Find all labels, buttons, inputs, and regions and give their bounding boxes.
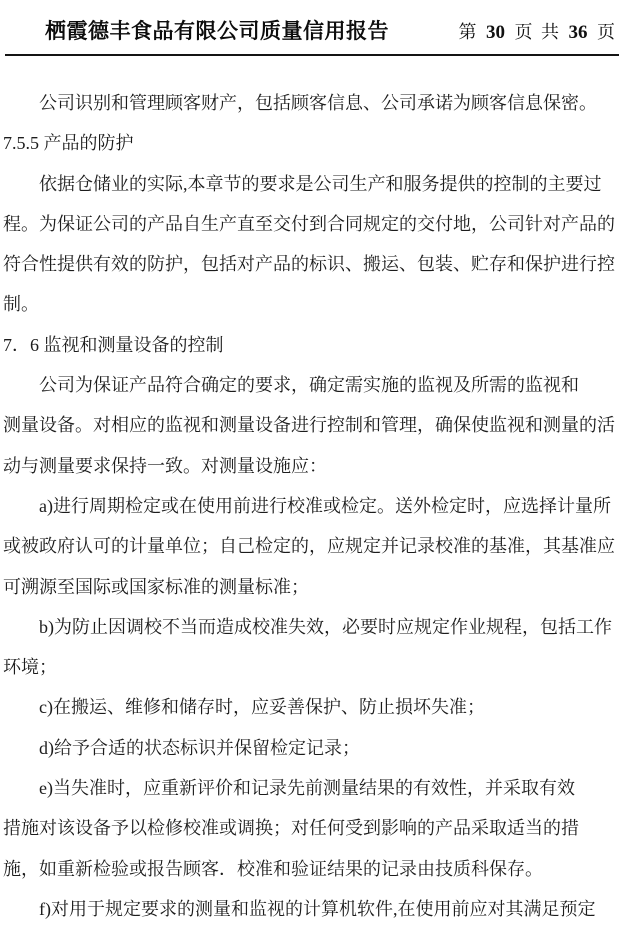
header-divider-line bbox=[5, 54, 619, 56]
page-info-suffix: 页 bbox=[597, 22, 615, 42]
document-text-line: 或被政府认可的计量单位；自己检定的，应规定并记录校准的基准，其基准应 bbox=[3, 536, 615, 557]
document-text-line: f)对用于规定要求的测量和监视的计算机软件,在使用前应对其满足预定 bbox=[39, 898, 596, 919]
current-page-number: 30 bbox=[486, 22, 505, 43]
document-text-line: 环境； bbox=[3, 657, 57, 678]
document-text-line: d)给予合适的状态标识并保留检定记录； bbox=[39, 737, 360, 758]
document-body bbox=[0, 83, 623, 929]
page-info-conjunction: 共 bbox=[541, 22, 559, 42]
total-page-number: 36 bbox=[568, 22, 588, 43]
document-text-line: 动与测量要求保持一致。对测量设施应： bbox=[3, 455, 327, 476]
document-text-line: 制。 bbox=[3, 294, 39, 315]
document-text-line: 符合性提供有效的防护，包括对产品的标识、搬运、包装、贮存和保护进行控 bbox=[3, 254, 615, 275]
page-number-info bbox=[457, 18, 618, 44]
document-text-line: c)在搬运、维修和储存时，应妥善保护、防止损坏失准； bbox=[39, 697, 485, 718]
document-text-line: 施，如重新检验或报告顾客．校准和验证结果的记录由技质科保存。 bbox=[3, 858, 543, 879]
document-text-line: 可溯源至国际或国家标准的测量标准； bbox=[3, 576, 309, 597]
document-text-line: 7．6 监视和测量设备的控制 bbox=[3, 334, 224, 355]
document-text-line: 测量设备。对相应的监视和测量设备进行控制和管理，确保使监视和测量的活 bbox=[3, 415, 615, 436]
page-info-prefix: 第 bbox=[458, 22, 477, 42]
document-text-line: 程。为保证公司的产品自生产直至交付到合同规定的交付地，公司针对产品的 bbox=[3, 213, 615, 234]
report-title: 栖霞德丰食品有限公司质量信用报告 bbox=[45, 20, 389, 43]
document-text-line: 公司为保证产品符合确定的要求，确定需实施的监视及所需的监视和 bbox=[39, 375, 579, 396]
document-text-line: 措施对该设备予以检修校准或调换；对任何受到影响的产品采取适当的措 bbox=[3, 818, 579, 839]
document-text-line: 7.5.5 产品的防护 bbox=[3, 133, 134, 154]
document-text-line: 依据仓储业的实际,本章节的要求是公司生产和服务提供的控制的主要过 bbox=[39, 173, 602, 194]
document-text-line: b)为防止因调校不当而造成校准失效，必要时应规定作业规程，包括工作 bbox=[39, 616, 612, 637]
page-info-unit: 页 bbox=[514, 22, 533, 42]
document-text-line: 公司识别和管理顾客财产，包括顾客信息、公司承诺为顾客信息保密。 bbox=[39, 93, 597, 113]
page-header bbox=[0, 0, 623, 45]
document-text-line: e)当失准时，应重新评价和记录先前测量结果的有效性，并采取有效 bbox=[39, 778, 575, 799]
document-text-line: a)进行周期检定或在使用前进行校准或检定。送外检定时，应选择计量所 bbox=[39, 495, 611, 516]
